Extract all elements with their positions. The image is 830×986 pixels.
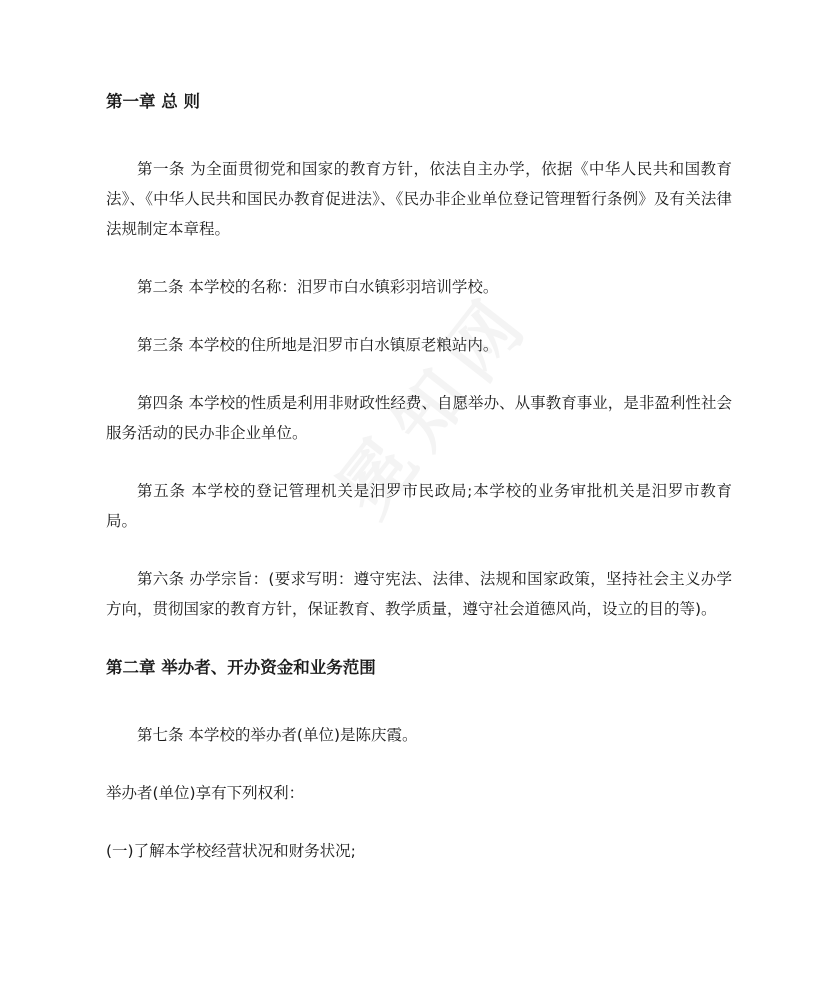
article-4: 第四条 本学校的性质是利用非财政性经费、自愿举办、从事教育事业，是非盈利性社会服务活动的民办非企业单位。: [106, 394, 732, 442]
article-7: 第七条 本学校的举办者(单位)是陈庆霞。: [137, 726, 418, 744]
chapter-1-heading: 第一章 总 则: [106, 92, 200, 111]
document-body: [106, 88, 732, 866]
article-3: 第三条 本学校的住所地是汨罗市白水镇原老粮站内。: [137, 336, 499, 354]
article-5: 第五条 本学校的登记管理机关是汨罗市民政局;本学校的业务审批机关是汨罗市教育局。: [106, 482, 732, 530]
chapter-2-heading: 第二章 举办者、开办资金和业务范围: [106, 658, 376, 677]
founder-right-1: (一)了解本学校经营状况和财务状况;: [106, 842, 356, 860]
article-2: 第二条 本学校的名称：汨罗市白水镇彩羽培训学校。: [137, 278, 499, 296]
article-1: 第一条 为全面贯彻党和国家的教育方针，依法自主办学，依据《中华人民共和国教育法》、《中华人民共和国民办教育促进法》、《民办非企业单位登记管理暂行条例》及有关法律法规制定本章程。: [106, 160, 732, 238]
article-6: 第六条 办学宗旨：(要求写明：遵守宪法、法律、法规和国家政策，坚持社会主义办学方向，贯彻国家的教育方针，保证教育、教学质量，遵守社会道德风尚，设立的目的等)。: [106, 570, 732, 618]
founder-rights-intro: 举办者(单位)享有下列权利：: [106, 784, 305, 802]
